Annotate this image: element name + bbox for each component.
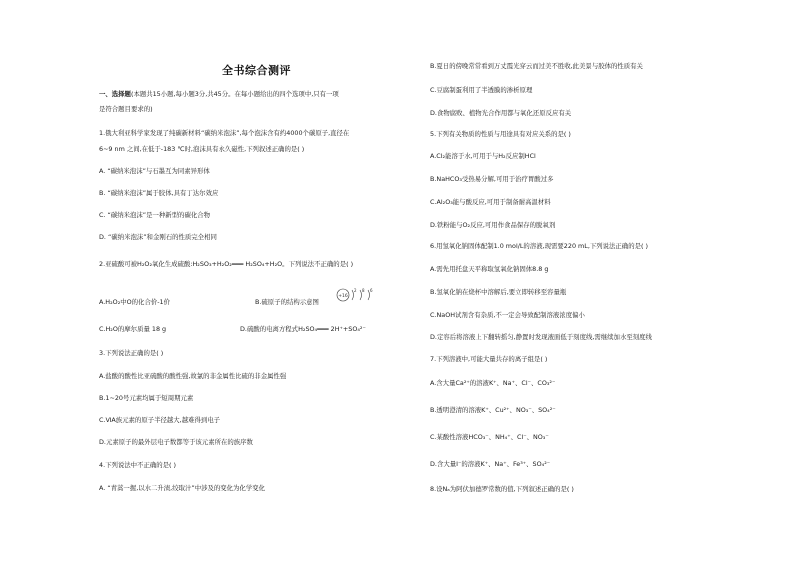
q4-option-c: C.豆腐制蛋利用了半透膜的渗析原理 [430, 86, 533, 94]
q5-option-d: D.铁粉能与O₂反应,可用作食品保存的脱氧剂 [430, 221, 556, 229]
q3-option-c: C.ⅥA族元素的原子半径越大,越难得到电子 [99, 416, 221, 424]
section-instruction-2: 是符合题目要求的) [99, 105, 153, 113]
q6-option-b: B.氢氧化钠在烧杯中溶解后,要立即转移至容量瓶 [430, 288, 567, 296]
q2-option-d: D.硫酸的电离方程式H₂SO₄═══ 2H⁺+SO₄²⁻ [240, 325, 366, 333]
q2-stem: 2.亚硫酸可被H₂O₂氧化生成硫酸:H₂SO₃+H₂O₂═══ H₂SO₄+H₂O。下列说法不正确的是( ) [99, 260, 354, 268]
q6-stem: 6.用氢氧化钠固体配制1.0 mol/L的溶液,现需要220 mL,下列说法正确的是( ) [430, 242, 648, 250]
q1-option-b: B. “碳纳米泡沫”属于胶体,具有丁达尔效应 [99, 189, 219, 197]
q4-option-b: B.夏日的傍晚常常看到万丈霞光穿云而过美不胜收,此美景与胶体的性质有关 [430, 62, 643, 70]
svg-text:2: 2 [354, 288, 357, 293]
q1-option-d: D. “碳纳米泡沫”和金刚石的性质完全相同 [99, 233, 217, 241]
q1-option-c: C. “碳纳米泡沫”是一种新型的碳化合物 [99, 211, 211, 219]
svg-text:6: 6 [370, 288, 373, 293]
section-heading-line [99, 91, 339, 98]
section-heading: 一、选择题 [99, 90, 131, 98]
q6-option-a: A.需先用托盘天平称取氢氧化钠固体8.8 g [430, 265, 549, 273]
q7-option-b: B.透明澄清的溶液K⁺、Cu²⁺、NO₃⁻、SO₄²⁻ [430, 406, 556, 414]
q7-option-a: A.含大量Ca²⁺的溶液K⁺、Na⁺、Cl⁻、CO₃²⁻ [430, 379, 556, 387]
q3-option-a: A.盐酸的酸性比亚硫酸的酸性强,故氯的非金属性比硫的非金属性强 [99, 372, 287, 380]
q2-option-b: B.硫原子的结构示意图 [255, 298, 319, 306]
q6-option-d: D.定容后将溶液上下翻转摇匀,静置时发现液面低于刻度线,需继续加水至刻度线 [430, 333, 652, 341]
q7-stem: 7.下列溶液中,可能大量共存的离子组是( ) [430, 355, 548, 363]
q7-option-c: C.某酸性溶液HCO₃⁻、NH₄⁺、Cl⁻、NO₃⁻ [430, 433, 549, 441]
q5-option-c: C.Al₂O₃能与酸反应,可用于制备耐高温材料 [430, 198, 551, 206]
q8-stem: 8.设Nₐ为阿伏加德罗常数的值,下列叙述正确的是( ) [430, 485, 574, 493]
sulfur-atom-diagram [336, 287, 378, 303]
q7-option-d: D.含大量I⁻的溶液K⁺、Na⁺、Fe³⁺、SO₄²⁻ [430, 460, 551, 468]
q2-option-a: A.H₂O₂中O的化合价-1价 [99, 298, 170, 306]
q5-stem: 5.下列有关物质的性质与用途具有对应关系的是( ) [430, 130, 571, 138]
q1-stem-1: 1.俄大利亚科学家发现了纯碳新材料“碳纳米泡沫”,每个泡沫含有约4000个碳原子,直径在 [99, 129, 350, 137]
section-instruction-1: (本题共15小题,每小题3分,共45分。在每小题给出的四个选项中,只有一项 [130, 90, 339, 98]
q5-option-b: B.NaHCO₃受热易分解,可用于治疗胃酸过多 [430, 175, 554, 183]
page-title: 全书综合测评 [222, 64, 291, 77]
q4-stem: 4.下列说法中不正确的是( ) [99, 461, 177, 469]
q3-stem: 3.下列说法正确的是( ) [99, 349, 164, 357]
svg-text:+16: +16 [338, 294, 348, 299]
q6-option-c: C.NaOH试剂含有杂质,不一定会导致配制溶液浓度偏小 [430, 311, 585, 319]
q3-option-b: B.1~20号元素均属于短周期元素 [99, 394, 194, 402]
svg-text:8: 8 [362, 288, 365, 293]
q2-option-c: C.H₂O的摩尔质量 18 g [99, 325, 167, 333]
q4-option-a: A. “青蒿一握,以水二升渍,绞取汁”中涉及的变化为化学变化 [99, 484, 265, 492]
q4-option-d: D.食物腐败、植物光合作用都与氧化还原反应有关 [430, 109, 572, 117]
q1-option-a: A. “碳纳米泡沫”与石墨互为同素异形体 [99, 167, 210, 175]
q3-option-d: D.元素原子的最外层电子数都等于该元素所在的族序数 [99, 438, 253, 446]
q1-stem-2: 6~9 nm 之间,在低于-183 ℃时,泡沫具有永久磁性,下列叙述正确的是( ) [99, 145, 305, 153]
q5-option-a: A.Cl₂能溶于水,可用于与H₂反应制HCl [430, 152, 536, 160]
